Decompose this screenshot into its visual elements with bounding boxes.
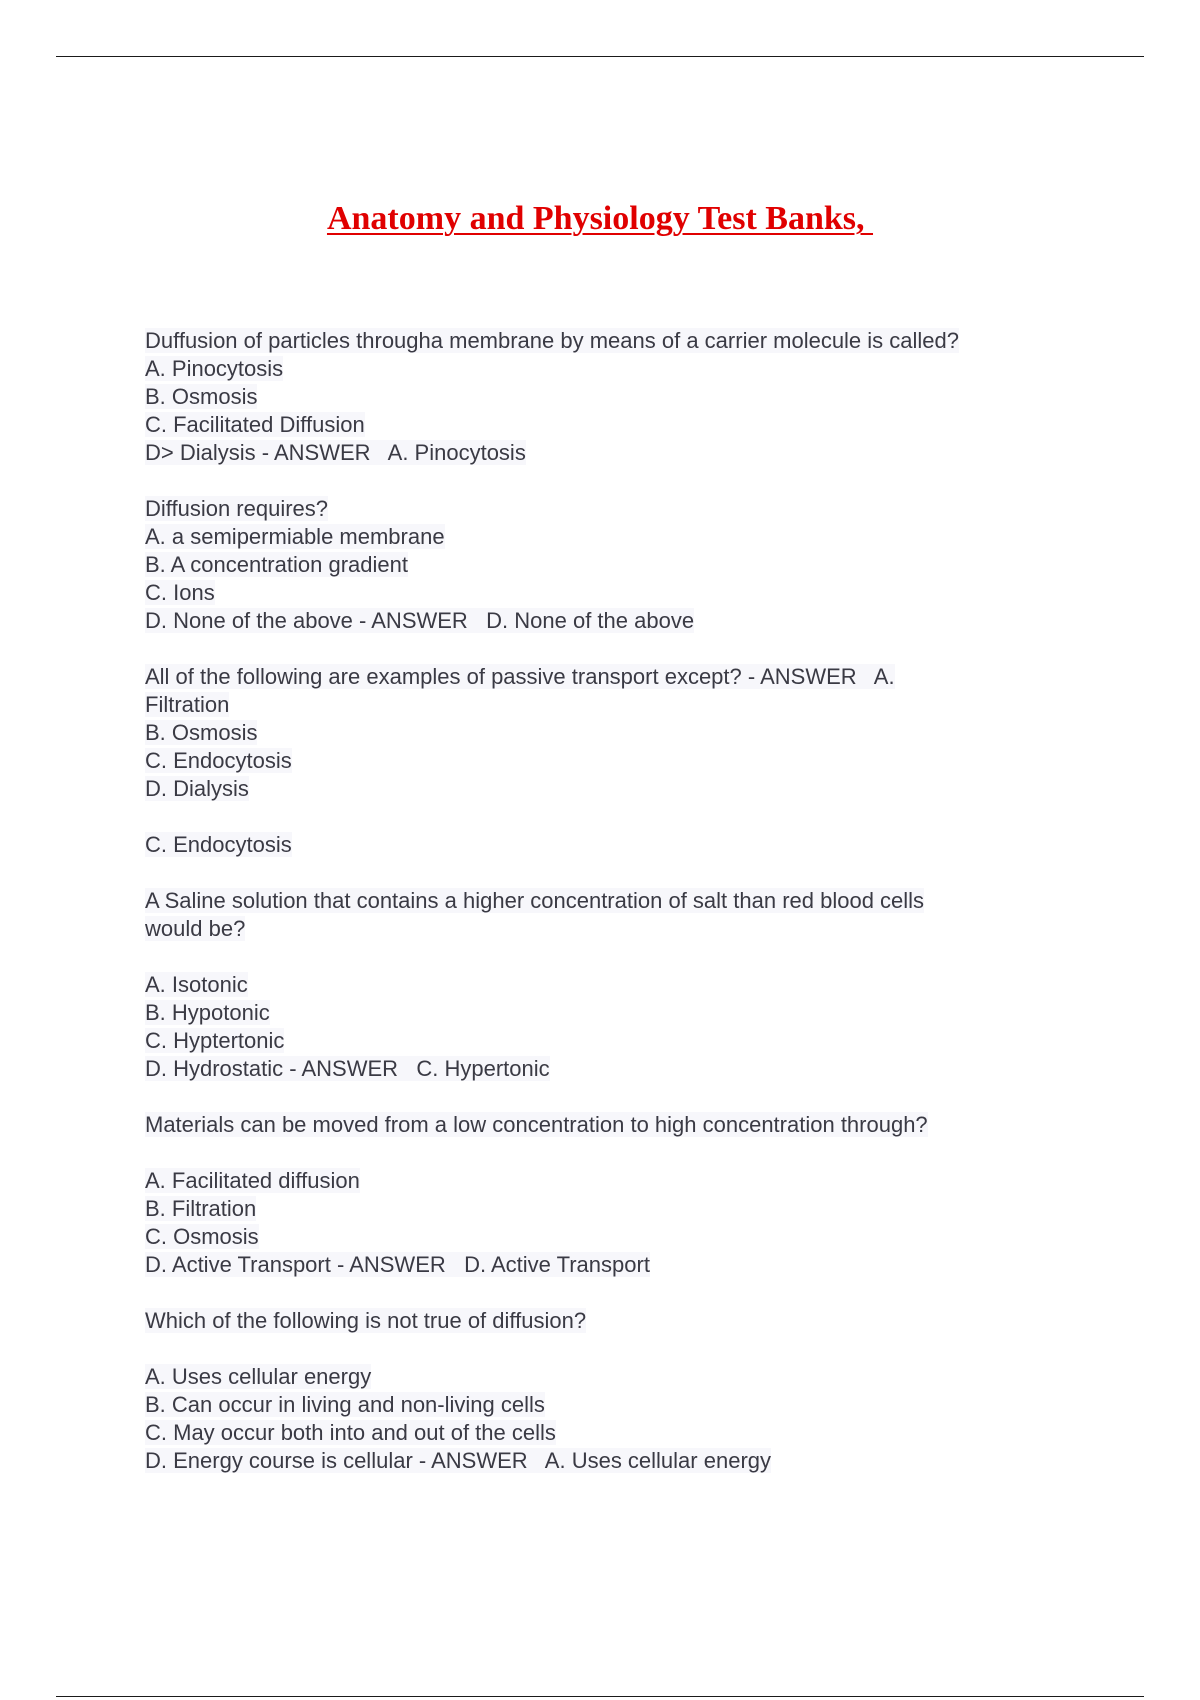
question-block xyxy=(145,1307,1045,1335)
text-line-content: D. Hydrostatic - ANSWER C. Hypertonic xyxy=(145,1056,550,1081)
text-line-content: A. Pinocytosis xyxy=(145,356,284,381)
text-line xyxy=(145,411,1045,439)
text-line xyxy=(145,1111,1045,1139)
question-list xyxy=(145,327,1045,1503)
question-block xyxy=(145,663,1045,803)
text-line xyxy=(145,719,1045,747)
text-line-content: Duffusion of particles througha membrane by means of a carrier molecule is called? xyxy=(145,328,959,353)
text-line xyxy=(145,383,1045,411)
text-line xyxy=(145,1419,1045,1447)
text-line-content: All of the following are examples of passive transport except? - ANSWER A. xyxy=(145,664,895,689)
text-line xyxy=(145,439,1045,467)
text-line xyxy=(145,999,1045,1027)
text-line xyxy=(145,1195,1045,1223)
text-line-content: C. May occur both into and out of the cells xyxy=(145,1420,556,1445)
text-line-content: C. Endocytosis xyxy=(145,832,292,857)
text-line xyxy=(145,775,1045,803)
text-line xyxy=(145,831,1045,859)
question-block xyxy=(145,887,1045,943)
text-line-content: A. Isotonic xyxy=(145,972,248,997)
text-line-content: B. Osmosis xyxy=(145,720,258,745)
text-line xyxy=(145,495,1045,523)
question-block xyxy=(145,1111,1045,1139)
text-line xyxy=(145,607,1045,635)
text-line-content: B. Osmosis xyxy=(145,384,258,409)
text-line-content: Materials can be moved from a low concentration to high concentration through? xyxy=(145,1112,928,1137)
text-line-content: A. a semipermiable membrane xyxy=(145,524,445,549)
text-line xyxy=(145,1391,1045,1419)
text-line-content: A. Facilitated diffusion xyxy=(145,1168,360,1193)
question-block xyxy=(145,1363,1045,1475)
text-line-content: D. Dialysis xyxy=(145,776,249,801)
text-line xyxy=(145,579,1045,607)
text-line-content: D. Energy course is cellular - ANSWER A. Uses cellular energy xyxy=(145,1448,772,1473)
text-line xyxy=(145,1223,1045,1251)
text-line-content: would be? xyxy=(145,916,246,941)
question-block xyxy=(145,971,1045,1083)
text-line-content: D> Dialysis - ANSWER A. Pinocytosis xyxy=(145,440,526,465)
text-line xyxy=(145,551,1045,579)
text-line xyxy=(145,1447,1045,1475)
text-line xyxy=(145,327,1045,355)
text-line-content: B. Can occur in living and non-living cells xyxy=(145,1392,545,1417)
text-line xyxy=(145,971,1045,999)
footer-rule xyxy=(56,1696,1144,1697)
text-line xyxy=(145,355,1045,383)
text-line xyxy=(145,663,1045,691)
text-line-content: C. Hyptertonic xyxy=(145,1028,285,1053)
text-line-content: D. Active Transport - ANSWER D. Active Transport xyxy=(145,1252,650,1277)
question-block xyxy=(145,495,1045,635)
text-line xyxy=(145,1167,1045,1195)
text-line-content: Diffusion requires? xyxy=(145,496,329,521)
text-line xyxy=(145,1307,1045,1335)
text-line-content: A. Uses cellular energy xyxy=(145,1364,372,1389)
text-line-content: B. Filtration xyxy=(145,1196,257,1221)
text-line-content: D. None of the above - ANSWER D. None of the above xyxy=(145,608,695,633)
text-line xyxy=(145,915,1045,943)
text-line xyxy=(145,747,1045,775)
text-line-content: C. Osmosis xyxy=(145,1224,259,1249)
text-line-content: B. Hypotonic xyxy=(145,1000,270,1025)
text-line xyxy=(145,691,1045,719)
text-line xyxy=(145,1027,1045,1055)
question-block xyxy=(145,831,1045,859)
text-line xyxy=(145,523,1045,551)
text-line-content: B. A concentration gradient xyxy=(145,552,408,577)
text-line xyxy=(145,1251,1045,1279)
question-block xyxy=(145,327,1045,467)
text-line-content: C. Ions xyxy=(145,580,215,605)
text-line-content: A Saline solution that contains a higher concentration of salt than red blood cells xyxy=(145,888,925,913)
header-rule xyxy=(56,56,1144,57)
text-line-content: Which of the following is not true of diffusion? xyxy=(145,1308,587,1333)
text-line xyxy=(145,1055,1045,1083)
question-block xyxy=(145,1167,1045,1279)
text-line-content: C. Endocytosis xyxy=(145,748,292,773)
document-title: Anatomy and Physiology Test Banks, xyxy=(326,200,874,237)
text-line-content: Filtration xyxy=(145,692,230,717)
text-line xyxy=(145,1363,1045,1391)
text-line xyxy=(145,887,1045,915)
text-line-content: C. Facilitated Diffusion xyxy=(145,412,365,437)
